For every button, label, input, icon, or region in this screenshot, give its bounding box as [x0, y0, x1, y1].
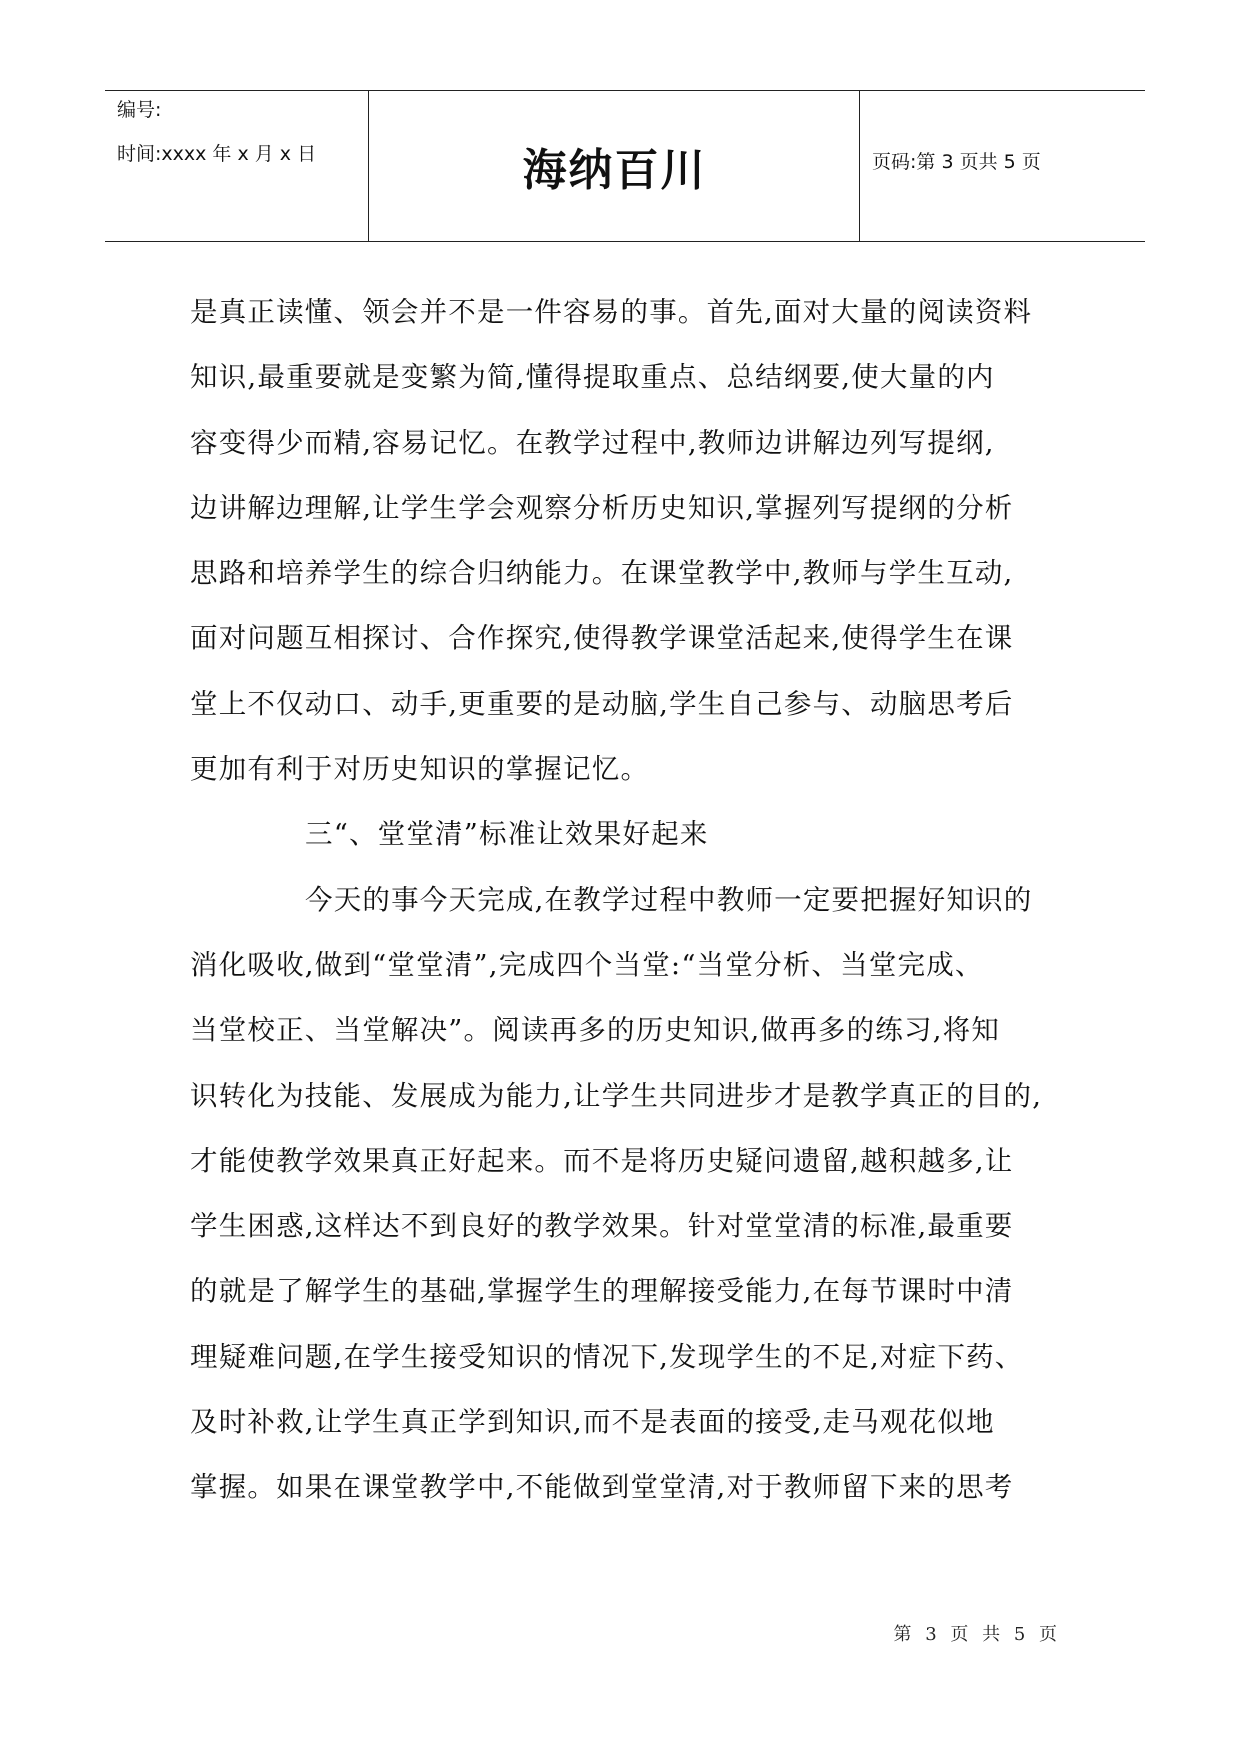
paragraph-line: 边讲解边理解,让学生学会观察分析历史知识,掌握列写提纲的分析 — [190, 491, 1014, 524]
document-time-label: 时间:xxxx 年 x 月 x 日 — [117, 143, 317, 165]
section-heading: 三“、堂堂清”标准让效果好起来 — [305, 818, 709, 851]
paragraph-line: 容变得少而精,容易记忆。在教学过程中,教师边讲解边列写提纲, — [190, 426, 995, 459]
document-number-label: 编号: — [117, 99, 162, 121]
paragraph-line: 识转化为技能、发展成为能力,让学生共同进步才是教学真正的目的, — [190, 1079, 1043, 1112]
paragraph-line: 当堂校正、当堂解决”。阅读再多的历史知识,做再多的练习,将知 — [190, 1014, 1001, 1047]
document-header — [105, 90, 1145, 242]
paragraph-line: 面对问题互相探讨、合作探究,使得教学课堂活起来,使得学生在课 — [190, 622, 1014, 655]
paragraph-line: 更加有利于对历史知识的掌握记忆。 — [190, 753, 650, 786]
paragraph-line: 消化吸收,做到“堂堂清”,完成四个当堂:“当堂分析、当堂完成、 — [190, 948, 984, 981]
paragraph-line: 才能使教学效果真正好起来。而不是将历史疑问遗留,越积越多,让 — [190, 1144, 1014, 1177]
document-title: 海纳百川 — [522, 145, 707, 196]
document-body — [190, 292, 1070, 1533]
page-code-label: 页码:第 3 页共 5 页 — [872, 150, 1041, 173]
page-footer: 第 3 页 共 5 页 — [893, 1624, 1061, 1645]
paragraph-line: 今天的事今天完成,在教学过程中教师一定要把握好知识的 — [305, 883, 1033, 916]
paragraph-line: 的就是了解学生的基础,掌握学生的理解接受能力,在每节课时中清 — [190, 1275, 1014, 1308]
paragraph-line: 及时补救,让学生真正学到知识,而不是表面的接受,走马观花似地 — [190, 1406, 995, 1439]
paragraph-line: 掌握。如果在课堂教学中,不能做到堂堂清,对于教师留下来的思考 — [190, 1471, 1014, 1504]
paragraph-line: 理疑难问题,在学生接受知识的情况下,发现学生的不足,对症下药、 — [190, 1340, 1024, 1373]
paragraph-line: 是真正读懂、领会并不是一件容易的事。首先,面对大量的阅读资料 — [190, 296, 1033, 328]
paragraph-line: 知识,最重要就是变繁为简,懂得提取重点、总结纲要,使大量的内 — [190, 361, 995, 394]
header-divider-left — [368, 91, 369, 241]
paragraph-line: 思路和培养学生的综合归纳能力。在课堂教学中,教师与学生互动, — [190, 557, 1014, 590]
header-left-cell — [117, 91, 362, 241]
header-right-cell — [872, 91, 1145, 241]
paragraph-line: 堂上不仅动口、动手,更重要的是动脑,学生自己参与、动脑思考后 — [190, 687, 1014, 720]
paragraph-line: 学生困惑,这样达不到良好的教学效果。针对堂堂清的标准,最重要 — [190, 1210, 1014, 1243]
header-divider-right — [859, 91, 860, 241]
